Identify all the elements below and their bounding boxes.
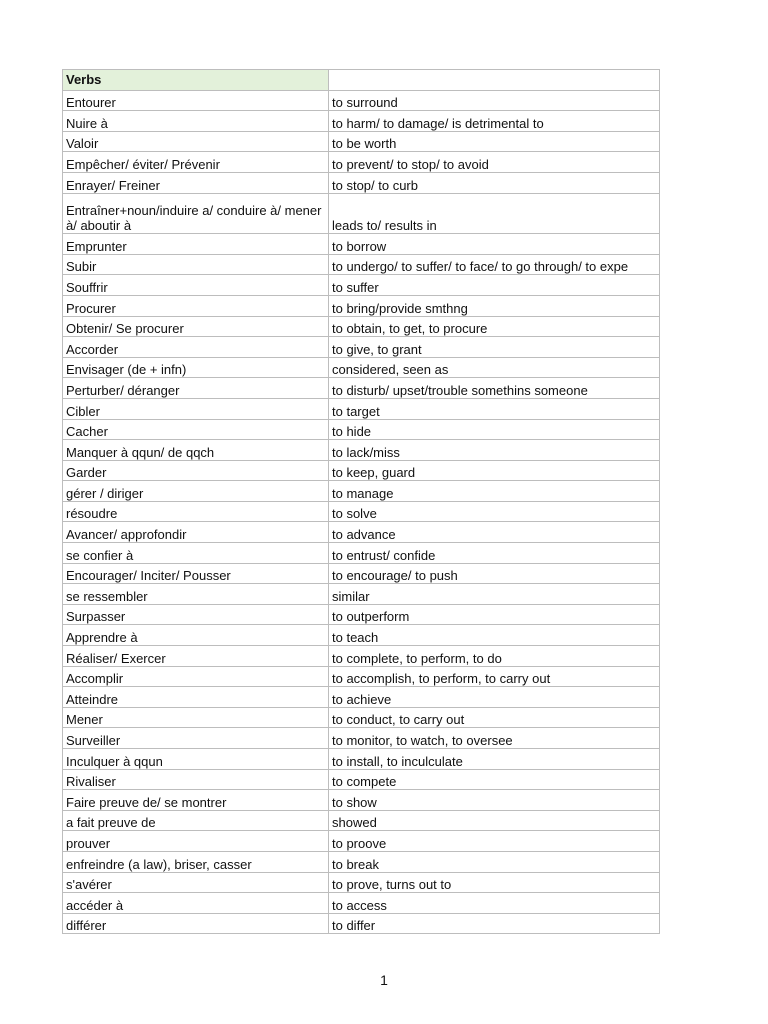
header-cell-verbs: Verbs (63, 70, 329, 91)
english-translation-cell: to compete (329, 769, 660, 790)
table-row (63, 543, 660, 564)
english-translation-cell: to target (329, 398, 660, 419)
english-translation-cell: to proove (329, 831, 660, 852)
french-term-cell: Envisager (de + infn) (63, 357, 329, 378)
vocabulary-sheet (62, 69, 659, 934)
english-translation-cell: to manage (329, 481, 660, 502)
table-row (63, 131, 660, 152)
table-row (63, 440, 660, 461)
table-row (63, 604, 660, 625)
french-term-cell: Faire preuve de/ se montrer (63, 790, 329, 811)
english-translation-cell: to borrow (329, 234, 660, 255)
english-translation-cell: to break (329, 851, 660, 872)
table-row (63, 728, 660, 749)
french-term-cell: Cacher (63, 419, 329, 440)
table-row (63, 398, 660, 419)
french-term-cell: Encourager/ Inciter/ Pousser (63, 563, 329, 584)
english-translation-cell: to obtain, to get, to procure (329, 316, 660, 337)
french-term-cell: se ressembler (63, 584, 329, 605)
french-term-cell: Mener (63, 707, 329, 728)
english-translation-cell: to disturb/ upset/trouble somethins someone (329, 378, 660, 399)
french-term-cell: Inculquer à qqun (63, 749, 329, 770)
english-translation-cell: to entrust/ confide (329, 543, 660, 564)
page-number: 1 (380, 972, 388, 988)
table-row (63, 111, 660, 132)
french-term-cell: Surpasser (63, 604, 329, 625)
table-row (63, 893, 660, 914)
french-term-cell: Cibler (63, 398, 329, 419)
english-translation-cell: to outperform (329, 604, 660, 625)
table-row (63, 666, 660, 687)
french-term-cell: se confier à (63, 543, 329, 564)
table-row (63, 90, 660, 111)
table-row (63, 563, 660, 584)
french-term-cell: Accorder (63, 337, 329, 358)
table-row (63, 481, 660, 502)
english-translation-cell: to give, to grant (329, 337, 660, 358)
english-translation-cell: to show (329, 790, 660, 811)
english-translation-cell: to accomplish, to perform, to carry out (329, 666, 660, 687)
table-row (63, 625, 660, 646)
header-cell-empty (329, 70, 660, 91)
french-term-cell: Procurer (63, 295, 329, 316)
english-translation-cell: to solve (329, 501, 660, 522)
english-translation-cell: showed (329, 810, 660, 831)
table-row (63, 337, 660, 358)
table-row (63, 275, 660, 296)
table-row (63, 584, 660, 605)
french-term-cell: prouver (63, 831, 329, 852)
english-translation-cell: to achieve (329, 687, 660, 708)
table-row (63, 913, 660, 934)
english-translation-cell: leads to/ results in (329, 193, 660, 234)
table-row (63, 316, 660, 337)
french-term-cell: a fait preuve de (63, 810, 329, 831)
table-row (63, 749, 660, 770)
english-translation-cell: to bring/provide smthng (329, 295, 660, 316)
french-term-cell: enfreindre (a law), briser, casser (63, 851, 329, 872)
table-row (63, 357, 660, 378)
english-translation-cell: to install, to inculculate (329, 749, 660, 770)
table-row (63, 851, 660, 872)
french-term-cell: Manquer à qqun/ de qqch (63, 440, 329, 461)
english-translation-cell: to prevent/ to stop/ to avoid (329, 152, 660, 173)
french-term-cell: différer (63, 913, 329, 934)
table-row (63, 378, 660, 399)
french-term-cell: Souffrir (63, 275, 329, 296)
english-translation-cell: to lack/miss (329, 440, 660, 461)
french-term-cell: Accomplir (63, 666, 329, 687)
table-row (63, 646, 660, 667)
french-term-cell: résoudre (63, 501, 329, 522)
french-term-cell: s'avérer (63, 872, 329, 893)
english-translation-cell: to monitor, to watch, to oversee (329, 728, 660, 749)
french-term-cell: gérer / diriger (63, 481, 329, 502)
english-translation-cell: to suffer (329, 275, 660, 296)
table-row (63, 872, 660, 893)
french-term-cell: accéder à (63, 893, 329, 914)
french-term-cell: Enrayer/ Freiner (63, 172, 329, 193)
french-term-cell: Obtenir/ Se procurer (63, 316, 329, 337)
french-term-cell: Avancer/ approfondir (63, 522, 329, 543)
english-translation-cell: considered, seen as (329, 357, 660, 378)
table-row (63, 790, 660, 811)
table-row (63, 234, 660, 255)
french-term-cell: Réaliser/ Exercer (63, 646, 329, 667)
english-translation-cell: to complete, to perform, to do (329, 646, 660, 667)
english-translation-cell: to teach (329, 625, 660, 646)
table-row (63, 687, 660, 708)
french-term-cell: Nuire à (63, 111, 329, 132)
english-translation-cell: to undergo/ to suffer/ to face/ to go through/ to expe (329, 254, 660, 275)
french-term-cell: Subir (63, 254, 329, 275)
table-row (63, 501, 660, 522)
french-term-cell: Empêcher/ éviter/ Prévenir (63, 152, 329, 173)
french-term-cell: Entourer (63, 90, 329, 111)
table-row (63, 419, 660, 440)
english-translation-cell: to prove, turns out to (329, 872, 660, 893)
english-translation-cell: to surround (329, 90, 660, 111)
vocabulary-table (62, 69, 660, 934)
french-term-cell: Valoir (63, 131, 329, 152)
table-row (63, 769, 660, 790)
french-term-cell: Rivaliser (63, 769, 329, 790)
french-term-cell: Perturber/ déranger (63, 378, 329, 399)
table-row (63, 254, 660, 275)
table-row (63, 152, 660, 173)
table-row (63, 193, 660, 234)
table-row (63, 707, 660, 728)
table-row (63, 460, 660, 481)
english-translation-cell: to be worth (329, 131, 660, 152)
french-term-cell: Garder (63, 460, 329, 481)
english-translation-cell: to access (329, 893, 660, 914)
english-translation-cell: to conduct, to carry out (329, 707, 660, 728)
english-translation-cell: to hide (329, 419, 660, 440)
english-translation-cell: to keep, guard (329, 460, 660, 481)
english-translation-cell: to encourage/ to push (329, 563, 660, 584)
table-row (63, 172, 660, 193)
english-translation-cell: to differ (329, 913, 660, 934)
french-term-cell: Entraîner+noun/induire a/ conduire à/ mener à/ aboutir à (63, 193, 329, 234)
english-translation-cell: similar (329, 584, 660, 605)
table-row (63, 522, 660, 543)
table-row (63, 831, 660, 852)
table-header-row (63, 70, 660, 91)
french-term-cell: Apprendre à (63, 625, 329, 646)
english-translation-cell: to advance (329, 522, 660, 543)
table-row (63, 810, 660, 831)
french-term-cell: Atteindre (63, 687, 329, 708)
english-translation-cell: to harm/ to damage/ is detrimental to (329, 111, 660, 132)
french-term-cell: Emprunter (63, 234, 329, 255)
table-row (63, 295, 660, 316)
english-translation-cell: to stop/ to curb (329, 172, 660, 193)
french-term-cell: Surveiller (63, 728, 329, 749)
